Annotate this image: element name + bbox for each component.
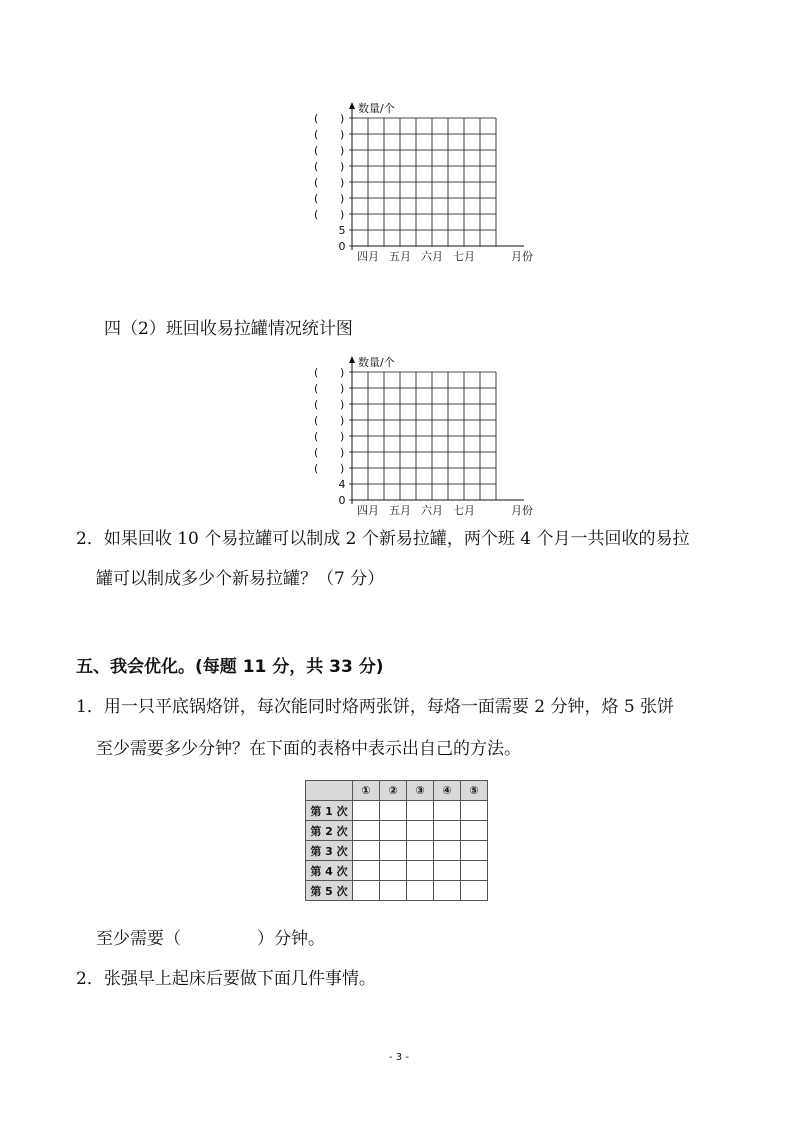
y-tick-paren-close: ) xyxy=(340,382,345,395)
x-axis-label: 月份 xyxy=(511,250,533,263)
plan-cell[interactable] xyxy=(353,881,380,901)
plan-col-header: ① xyxy=(353,781,380,801)
table-row xyxy=(306,881,488,901)
plan-cell[interactable] xyxy=(407,841,434,861)
section-5-heading: 五、我会优化。(每题 11 分，共 33 分) xyxy=(76,657,384,677)
section-5-question-2: 2．张强早上起床后要做下面几件事情。 xyxy=(76,969,376,989)
plan-cell[interactable] xyxy=(461,841,488,861)
y-tick-paren-close: ) xyxy=(340,462,345,475)
y-tick-paren-close: ) xyxy=(340,208,345,221)
y-tick-paren-open: ( xyxy=(314,192,319,205)
plan-row-header: 第 3 次 xyxy=(306,841,353,861)
x-axis-label: 月份 xyxy=(511,504,533,517)
x-tick-label: 六月 xyxy=(421,250,443,263)
y-tick-paren-close: ) xyxy=(340,366,345,379)
pancake-plan-table xyxy=(305,780,488,901)
table-row xyxy=(306,801,488,821)
plan-cell[interactable] xyxy=(380,821,407,841)
y-tick-paren-open: ( xyxy=(314,176,319,189)
plan-cell[interactable] xyxy=(353,801,380,821)
plan-row-header: 第 1 次 xyxy=(306,801,353,821)
y-tick-paren-open: ( xyxy=(314,398,319,411)
y-tick-paren-open: ( xyxy=(314,160,319,173)
section-5-question-1-line-1: 1．用一只平底锅烙饼，每次能同时烙两张饼，每烙一面需要 2 分钟，烙 5 张饼 xyxy=(76,697,675,717)
plan-cell[interactable] xyxy=(353,841,380,861)
plan-cell[interactable] xyxy=(434,841,461,861)
y-axis-label: 数量/个 xyxy=(358,356,395,369)
chart-1-svg xyxy=(300,96,533,266)
plan-cell[interactable] xyxy=(380,801,407,821)
plan-cell[interactable] xyxy=(407,881,434,901)
y-tick-paren-open: ( xyxy=(314,366,319,379)
plan-cell[interactable] xyxy=(407,801,434,821)
y-tick-paren-close: ) xyxy=(340,160,345,173)
answer-line xyxy=(96,928,325,950)
x-tick-label: 五月 xyxy=(389,504,411,517)
y-tick-label: 5 xyxy=(338,224,346,237)
plan-cell[interactable] xyxy=(407,821,434,841)
question-2-line-2: 罐可以制成多少个新易拉罐？（7 分） xyxy=(96,569,385,589)
table-row xyxy=(306,821,488,841)
answer-prefix: 至少需要（ xyxy=(96,929,181,949)
plan-cell[interactable] xyxy=(434,801,461,821)
x-tick-label: 七月 xyxy=(453,504,475,517)
x-tick-label: 六月 xyxy=(421,504,443,517)
plan-cell[interactable] xyxy=(380,841,407,861)
plan-table-corner xyxy=(306,781,353,801)
x-tick-label: 四月 xyxy=(357,504,379,517)
plan-cell[interactable] xyxy=(380,861,407,881)
y-tick-paren-open: ( xyxy=(314,462,319,475)
plan-col-header: ⑤ xyxy=(461,781,488,801)
plan-cell[interactable] xyxy=(380,881,407,901)
y-tick-paren-open: ( xyxy=(314,430,319,443)
y-tick-paren-close: ) xyxy=(340,414,345,427)
table-row xyxy=(306,841,488,861)
answer-suffix: ）分钟。 xyxy=(257,929,325,949)
y-tick-paren-close: ) xyxy=(340,192,345,205)
plan-cell[interactable] xyxy=(353,861,380,881)
y-tick-paren-close: ) xyxy=(340,176,345,189)
y-tick-paren-open: ( xyxy=(314,208,319,221)
plan-cell[interactable] xyxy=(434,821,461,841)
y-tick-label: 4 xyxy=(338,478,346,491)
plan-cell[interactable] xyxy=(434,861,461,881)
x-tick-label: 五月 xyxy=(389,250,411,263)
plan-cell[interactable] xyxy=(353,821,380,841)
y-tick-paren-close: ) xyxy=(340,446,345,459)
y-tick-paren-close: ) xyxy=(340,430,345,443)
y-tick-paren-close: ) xyxy=(340,128,345,141)
y-tick-paren-open: ( xyxy=(314,128,319,141)
y-tick-label: 0 xyxy=(338,494,346,507)
chart-2-title: 四（2）班回收易拉罐情况统计图 xyxy=(104,319,353,339)
plan-cell[interactable] xyxy=(461,881,488,901)
y-tick-paren-close: ) xyxy=(340,112,345,125)
y-tick-paren-close: ) xyxy=(340,398,345,411)
plan-cell[interactable] xyxy=(461,861,488,881)
y-tick-paren-open: ( xyxy=(314,112,319,125)
y-tick-paren-open: ( xyxy=(314,382,319,395)
table-row xyxy=(306,861,488,881)
y-axis-arrow-icon xyxy=(349,356,355,363)
x-tick-label: 四月 xyxy=(357,250,379,263)
y-tick-paren-close: ) xyxy=(340,144,345,157)
page-number: - 3 - xyxy=(389,1052,409,1063)
y-tick-paren-open: ( xyxy=(314,144,319,157)
plan-col-header: ③ xyxy=(407,781,434,801)
question-2-line-1: 2．如果回收 10 个易拉罐可以制成 2 个新易拉罐，两个班 4 个月一共回收的易拉 xyxy=(76,529,690,549)
y-axis-arrow-icon xyxy=(349,102,355,109)
plan-col-header: ② xyxy=(380,781,407,801)
plan-col-header: ④ xyxy=(434,781,461,801)
plan-cell[interactable] xyxy=(461,821,488,841)
y-axis-label: 数量/个 xyxy=(358,102,395,115)
section-5-question-1-line-2: 至少需要多少分钟？在下面的表格中表示出自己的方法。 xyxy=(96,739,521,759)
plan-row-header: 第 5 次 xyxy=(306,881,353,901)
plan-cell[interactable] xyxy=(407,861,434,881)
plan-table-header-row xyxy=(306,781,488,801)
plan-row-header: 第 4 次 xyxy=(306,861,353,881)
plan-cell[interactable] xyxy=(461,801,488,821)
y-tick-paren-open: ( xyxy=(314,446,319,459)
plan-cell[interactable] xyxy=(434,881,461,901)
plan-row-header: 第 2 次 xyxy=(306,821,353,841)
line-chart-1 xyxy=(300,96,533,266)
y-tick-label: 0 xyxy=(338,240,346,253)
line-chart-2 xyxy=(300,350,533,520)
x-tick-label: 七月 xyxy=(453,250,475,263)
chart-2-svg xyxy=(300,350,533,520)
plan-table xyxy=(305,780,488,901)
y-tick-paren-open: ( xyxy=(314,414,319,427)
